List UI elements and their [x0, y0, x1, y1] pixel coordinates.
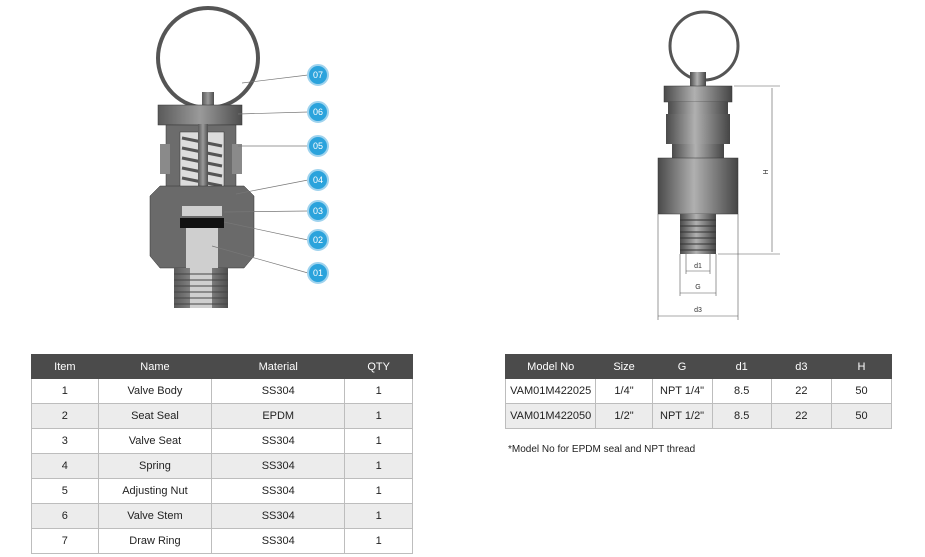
- cell-name: Valve Body: [98, 379, 211, 404]
- cell-name: Adjusting Nut: [98, 479, 211, 504]
- column-header-qty: QTY: [345, 355, 413, 379]
- cell-material: EPDM: [212, 404, 345, 429]
- parts-table: [31, 354, 413, 554]
- table-row: [32, 379, 413, 404]
- callout-05: [308, 136, 328, 156]
- footnote: *Model No for EPDM seal and NPT thread: [508, 444, 696, 455]
- table-row: [32, 479, 413, 504]
- cell-item: 3: [32, 429, 99, 454]
- callout-02: [308, 230, 328, 250]
- table-row: [32, 504, 413, 529]
- cell-size: 1/4": [596, 379, 652, 404]
- table-row: [506, 379, 892, 404]
- cell-h: 50: [831, 404, 891, 429]
- table-row: [506, 404, 892, 429]
- svg-text:06: 06: [312, 107, 324, 117]
- column-header-d1: d1: [712, 355, 771, 379]
- cell-g: NPT 1/4": [652, 379, 712, 404]
- cell-h: 50: [831, 379, 891, 404]
- callout-01: [308, 263, 328, 283]
- cell-model-no: VAM01M422025: [506, 379, 596, 404]
- table-row: [32, 404, 413, 429]
- cell-d1: 8.5: [712, 404, 771, 429]
- cell-material: SS304: [212, 479, 345, 504]
- cell-d3: 22: [771, 379, 831, 404]
- column-header-model-no: Model No: [506, 355, 596, 379]
- svg-text:04: 04: [312, 175, 324, 185]
- cell-name: Spring: [98, 454, 211, 479]
- cell-name: Valve Seat: [98, 429, 211, 454]
- cell-material: SS304: [212, 529, 345, 554]
- table-row: [32, 529, 413, 554]
- table-header-row: [32, 355, 413, 379]
- cell-qty: 1: [345, 504, 413, 529]
- valve-section-drawing: [120, 6, 350, 316]
- column-header-size: Size: [596, 355, 652, 379]
- dimension-h: H: [763, 169, 770, 175]
- cell-name: Valve Stem: [98, 504, 211, 529]
- svg-text:05: 05: [312, 141, 324, 151]
- svg-text:03: 03: [312, 206, 324, 216]
- cell-name: Seat Seal: [98, 404, 211, 429]
- cell-g: NPT 1/2": [652, 404, 712, 429]
- cell-material: SS304: [212, 429, 345, 454]
- column-header-material: Material: [212, 355, 345, 379]
- column-header-d3: d3: [771, 355, 831, 379]
- cell-material: SS304: [212, 379, 345, 404]
- dimension-g: G: [695, 284, 701, 291]
- column-header-item: Item: [32, 355, 99, 379]
- cell-qty: 1: [345, 404, 413, 429]
- callout-07: [308, 65, 328, 85]
- table-row: [32, 429, 413, 454]
- column-header-g: G: [652, 355, 712, 379]
- seat-seal: [180, 218, 224, 228]
- cell-item: 6: [32, 504, 99, 529]
- cell-qty: 1: [345, 379, 413, 404]
- cell-material: SS304: [212, 454, 345, 479]
- column-header-name: Name: [98, 355, 211, 379]
- cell-model-no: VAM01M422050: [506, 404, 596, 429]
- cell-item: 7: [32, 529, 99, 554]
- cell-d3: 22: [771, 404, 831, 429]
- dimension-d1: d1: [694, 263, 702, 270]
- dimension-d3: d3: [694, 307, 702, 314]
- svg-text:01: 01: [312, 268, 324, 278]
- cell-d1: 8.5: [712, 379, 771, 404]
- cell-name: Draw Ring: [98, 529, 211, 554]
- draw-ring: [670, 12, 738, 80]
- svg-text:02: 02: [312, 235, 324, 245]
- callout-04: [308, 170, 328, 190]
- callout-03: [308, 201, 328, 221]
- cell-item: 2: [32, 404, 99, 429]
- cell-item: 4: [32, 454, 99, 479]
- cell-material: SS304: [212, 504, 345, 529]
- cell-qty: 1: [345, 529, 413, 554]
- cell-qty: 1: [345, 429, 413, 454]
- column-header-h: H: [831, 355, 891, 379]
- table-header-row: [506, 355, 892, 379]
- cell-item: 1: [32, 379, 99, 404]
- valve-dimension-drawing: [640, 8, 790, 323]
- callout-06: [308, 102, 328, 122]
- cell-size: 1/2": [596, 404, 652, 429]
- cell-item: 5: [32, 479, 99, 504]
- cell-qty: 1: [345, 454, 413, 479]
- cell-qty: 1: [345, 479, 413, 504]
- table-row: [32, 454, 413, 479]
- svg-text:07: 07: [312, 70, 324, 80]
- models-table: [505, 354, 892, 429]
